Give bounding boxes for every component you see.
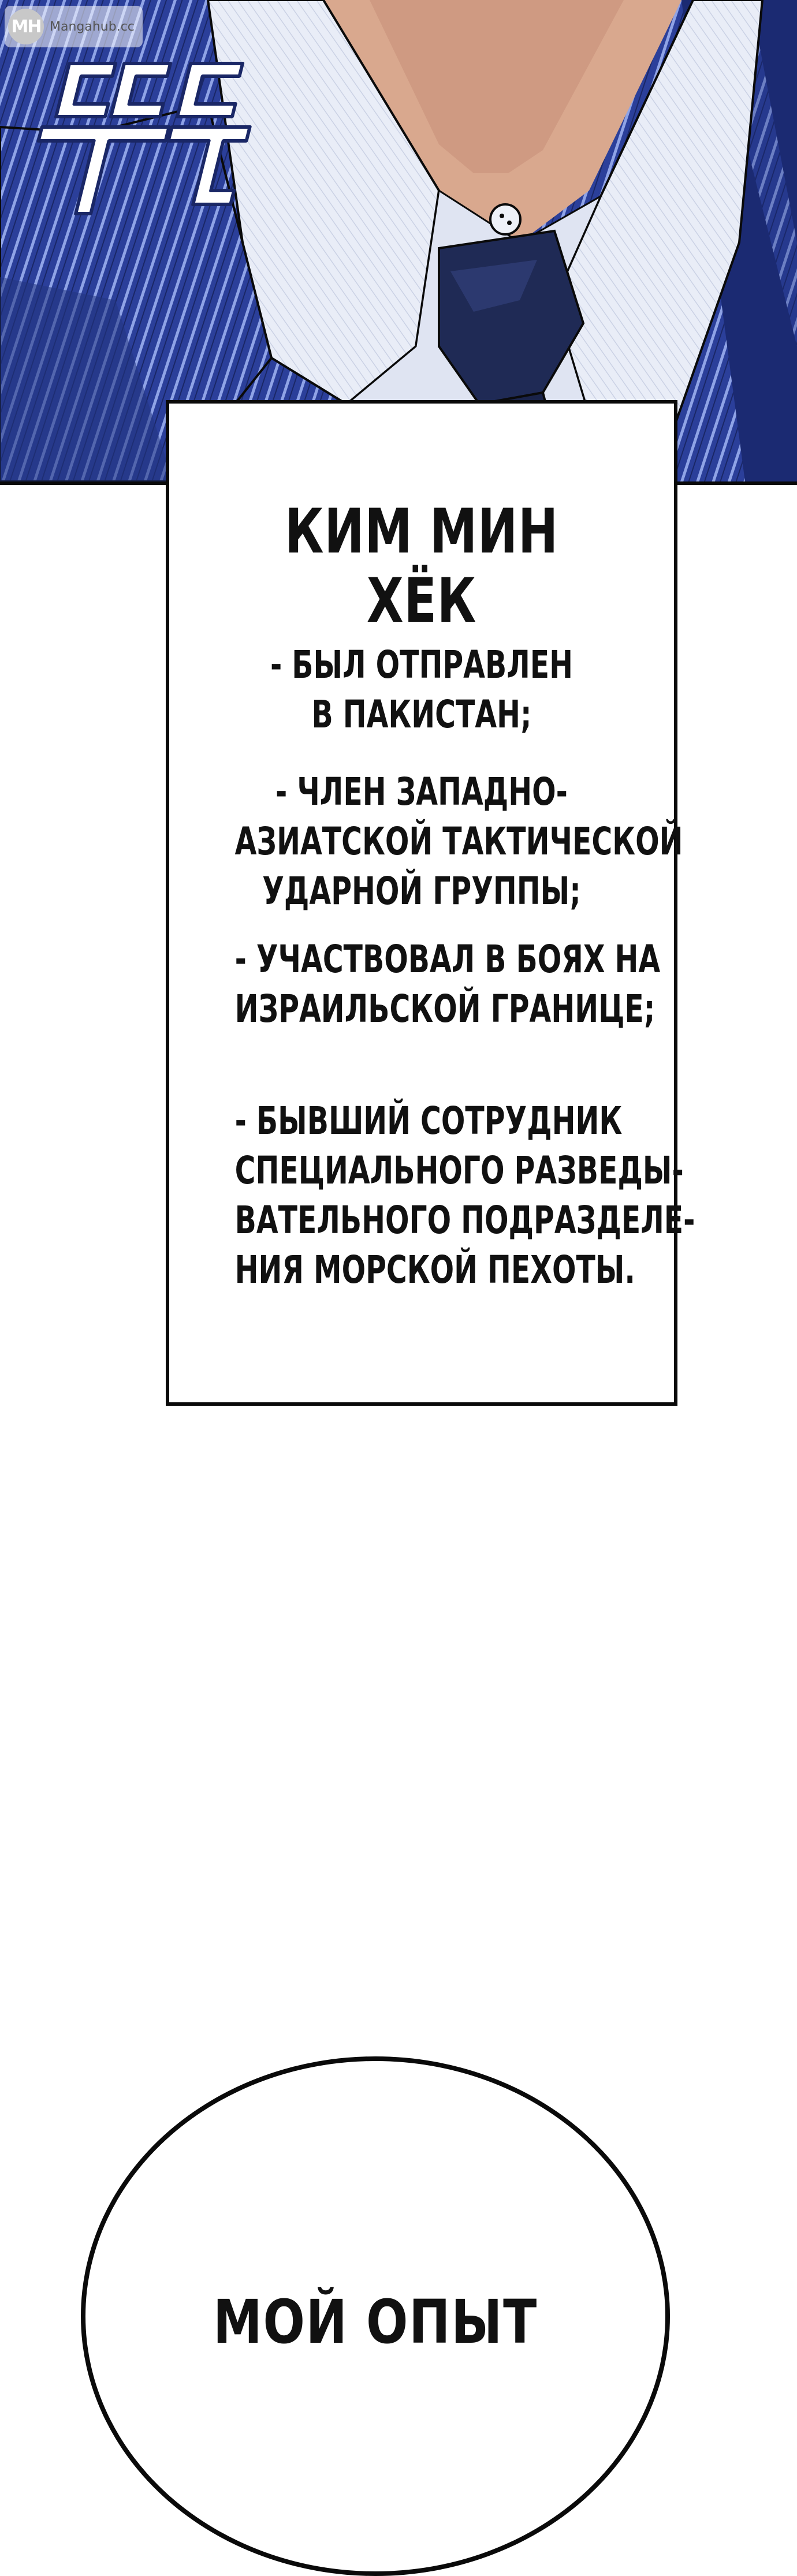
speech-bubble-text: МОЙ ОПЫТ (213, 2287, 538, 2357)
info-line: - БЫЛ ОТПРАВЛЕН (270, 643, 573, 687)
info-item-strike-group (234, 767, 683, 916)
info-item-marine-recon (234, 1096, 695, 1295)
info-line: ВАТЕЛЬНОГО ПОДРАЗДЕЛЕ- (234, 1198, 695, 1242)
info-line: ИЗРАИЛЬСКОЙ ГРАНИЦЕ; (234, 987, 656, 1031)
info-line: НИЯ МОРСКОЙ ПЕХОТЫ. (234, 1248, 635, 1292)
info-line: В ПАКИСТАН; (311, 692, 532, 737)
mangahub-watermark[interactable] (5, 6, 143, 47)
watermark-site-text: Mangahub.cc (50, 19, 135, 34)
character-info-box (166, 400, 695, 1406)
info-line: УДАРНОЙ ГРУППЫ; (262, 869, 581, 913)
mangahub-logo-icon: MH (8, 9, 44, 44)
info-line: - УЧАСТВОВАЛ В БОЯХ НА (234, 937, 661, 981)
info-line: - БЫВШИЙ СОТРУДНИК (234, 1099, 623, 1143)
character-name-title: КИМ МИН ХЁК (285, 496, 558, 636)
speech-bubble (81, 2056, 670, 2576)
info-item-israel-border (234, 935, 661, 1034)
sound-effect-lettering (6, 40, 271, 237)
info-item-pakistan (235, 640, 609, 740)
info-line: АЗИАТСКОЙ ТАКТИЧЕСКОЙ (234, 819, 683, 864)
info-line: СПЕЦИАЛЬНОГО РАЗВЕДЫ- (234, 1148, 684, 1193)
info-line: - ЧЛЕН ЗАПАДНО- (275, 770, 568, 814)
